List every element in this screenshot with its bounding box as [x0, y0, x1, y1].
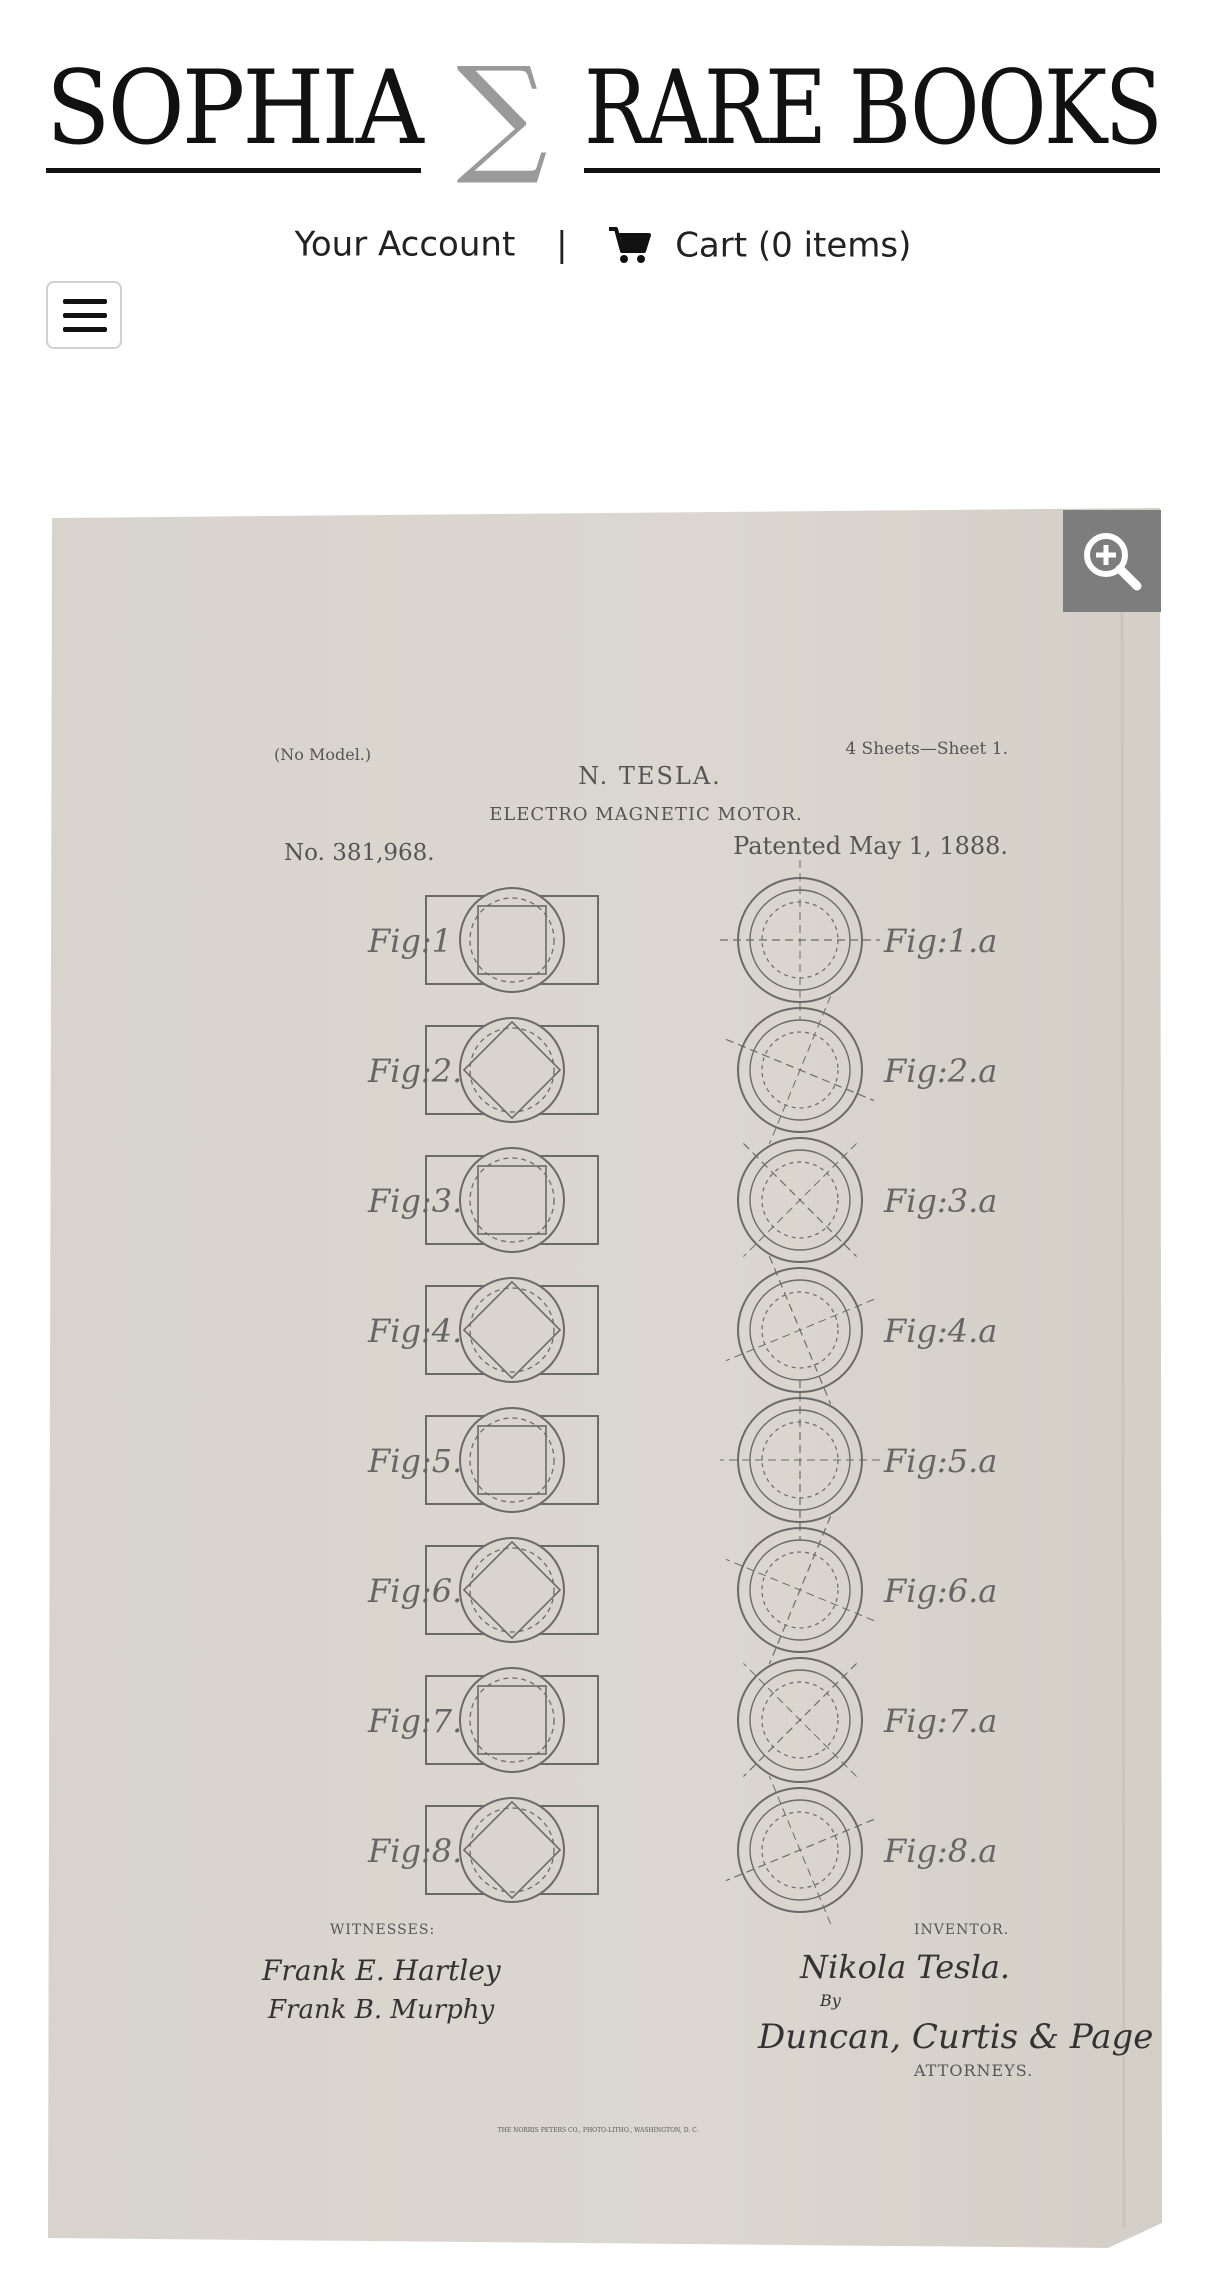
witness-signature-2: Frank B. Murphy: [268, 1995, 495, 2025]
patent-title: ELECTRO MAGNETIC MOTOR.: [489, 804, 803, 825]
attorneys-label: ATTORNEYS.: [914, 2061, 1034, 2080]
patent-number: No. 381,968.: [284, 840, 435, 866]
product-image[interactable]: [48, 508, 1162, 2248]
right-figure-label-6: Fig:6.a: [884, 1572, 998, 1610]
logo-text-rare-books: RARE BOOKS: [584, 49, 1161, 168]
left-figure-label-8: Fig:8.: [368, 1832, 463, 1870]
inventor-label: INVENTOR.: [914, 1922, 1010, 1938]
by-label: By: [820, 1991, 841, 2010]
inventor-signature: Nikola Tesla.: [800, 1948, 1011, 1986]
logo-text-sophia: SOPHIA: [46, 49, 422, 168]
patent-date: Patented May 1, 1888.: [733, 832, 1008, 860]
left-figure-label-2: Fig:2.: [368, 1052, 463, 1090]
printer-note: THE NORRIS PETERS CO., PHOTO-LITHO., WASHINGTON, D. C.: [497, 2127, 699, 2134]
left-figure-label-5: Fig:5.: [368, 1442, 463, 1480]
left-figure-label-6: Fig:6.: [368, 1572, 463, 1610]
left-figure-label-1: Fig:1: [368, 922, 453, 960]
nav-separator: |: [556, 224, 568, 265]
patent-inventor-name: N. TESLA.: [578, 762, 722, 790]
right-figure-label-7: Fig:7.a: [884, 1702, 998, 1740]
zoom-button[interactable]: [1063, 510, 1161, 612]
right-figure-label-4: Fig:4.a: [884, 1312, 998, 1350]
patent-sheet: 4 Sheets—Sheet 1.: [845, 739, 1008, 759]
site-logo[interactable]: [46, 40, 1161, 189]
right-figure-label-2: Fig:2.a: [884, 1052, 998, 1090]
logo-underline-right: [584, 168, 1160, 173]
account-bar: [0, 218, 1206, 268]
left-figure-label-4: Fig:4.: [368, 1312, 463, 1350]
right-figure-label-8: Fig:8.a: [884, 1832, 998, 1870]
right-figure-label-3: Fig:3.a: [884, 1182, 998, 1220]
zoom-in-icon: [1081, 530, 1143, 592]
your-account-link[interactable]: Your Account: [294, 224, 516, 265]
witnesses-label: WITNESSES:: [330, 1922, 436, 1938]
attorney-signature: Duncan, Curtis & Page: [758, 2017, 1154, 2057]
logo-sigma-symbol: ∑: [456, 40, 548, 189]
left-figure-label-7: Fig:7.: [368, 1702, 463, 1740]
right-figure-label-5: Fig:5.a: [884, 1442, 998, 1480]
right-figure-label-1: Fig:1.a: [884, 922, 998, 960]
witness-signature-1: Frank E. Hartley: [262, 1954, 501, 1987]
menu-toggle-button[interactable]: [46, 281, 122, 349]
cart-link[interactable]: [608, 224, 911, 264]
logo-underline-left: [46, 168, 421, 173]
shopping-cart-icon: [608, 225, 652, 265]
cart-label: Cart (0 items): [675, 225, 912, 266]
patent-model-note: (No Model.): [274, 745, 372, 764]
left-figure-label-3: Fig:3.: [368, 1182, 463, 1220]
